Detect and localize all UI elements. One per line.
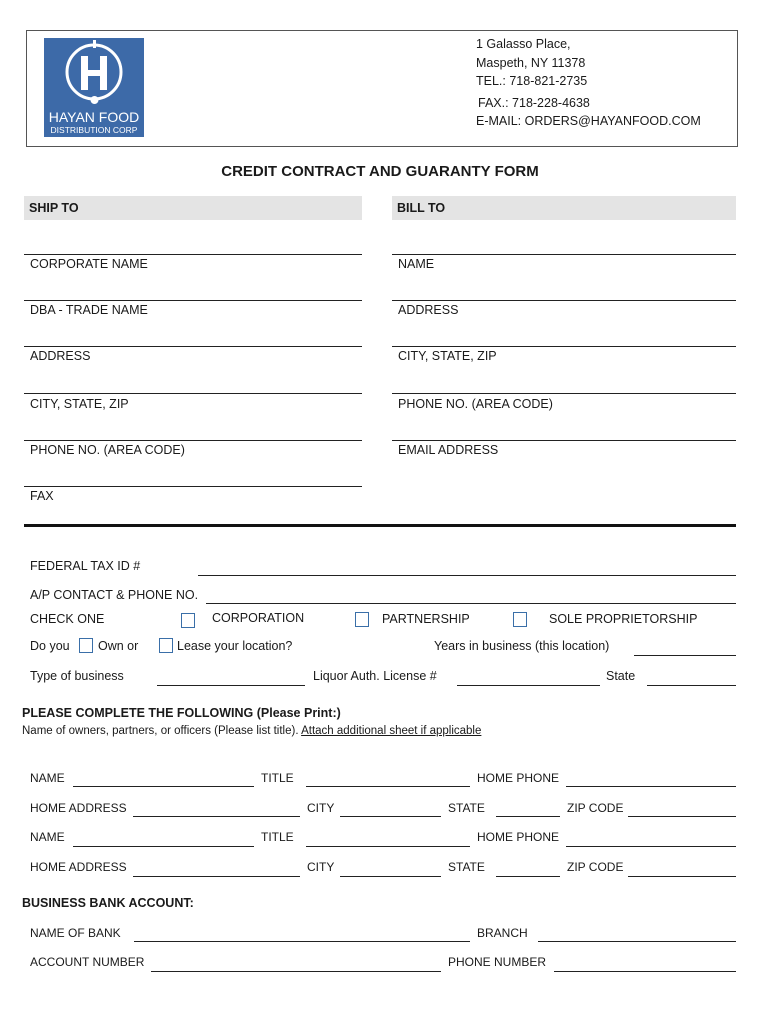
owner2-zip-label: ZIP CODE	[567, 860, 624, 874]
ap-contact-line[interactable]	[206, 603, 736, 604]
section-divider	[24, 524, 736, 527]
bill-city-line[interactable]	[392, 346, 736, 347]
owner2-name-label: NAME	[30, 830, 65, 844]
federal-tax-id-label: FEDERAL TAX ID #	[30, 559, 141, 573]
account-number-line[interactable]	[151, 971, 441, 972]
bill-email-line[interactable]	[392, 440, 736, 441]
owner1-home-phone-line[interactable]	[566, 786, 736, 787]
bill-address-line[interactable]	[392, 300, 736, 301]
owner2-city-line[interactable]	[340, 876, 441, 877]
ship-dba-label: DBA - TRADE NAME	[30, 303, 148, 317]
bill-name-label: NAME	[398, 257, 435, 271]
years-in-business-line[interactable]	[634, 655, 736, 656]
attach-sheet-note: Attach additional sheet if applicable	[301, 725, 482, 737]
bank-phone-line[interactable]	[554, 971, 736, 972]
logo-line2: DISTRIBUTION CORP	[50, 125, 138, 135]
account-number-label: ACCOUNT NUMBER	[30, 955, 145, 969]
owner1-home-phone-label: HOME PHONE	[477, 771, 560, 785]
owner1-city-label: CITY	[307, 801, 335, 815]
lease-label: Lease your location?	[177, 639, 293, 653]
owner1-title-line[interactable]	[306, 786, 470, 787]
owner2-zip-line[interactable]	[628, 876, 736, 877]
liquor-license-label: Liquor Auth. License #	[313, 669, 437, 683]
sole-proprietorship-checkbox[interactable]	[513, 612, 527, 627]
bill-city-label: CITY, STATE, ZIP	[398, 349, 497, 363]
owner1-zip-label: ZIP CODE	[567, 801, 624, 815]
logo-line1: HAYAN FOOD	[48, 109, 140, 125]
ship-address-label: ADDRESS	[30, 349, 91, 363]
ship-dba-line[interactable]	[24, 300, 362, 301]
bank-phone-label: PHONE NUMBER	[448, 955, 547, 969]
owner1-city-line[interactable]	[340, 816, 441, 817]
check-one-label: CHECK ONE	[30, 612, 105, 626]
owner2-home-phone-line[interactable]	[566, 846, 736, 847]
ship-fax-line[interactable]	[24, 486, 362, 487]
owners-subtext: Name of owners, partners, or officers (Please list title). Attach additional sheet if applicable	[22, 725, 482, 737]
liquor-state-line[interactable]	[647, 685, 736, 686]
do-you-label: Do you	[30, 639, 70, 653]
branch-line[interactable]	[538, 941, 736, 942]
bank-name-label: NAME OF BANK	[30, 926, 121, 940]
owner2-title-line[interactable]	[306, 846, 470, 847]
ship-address-line[interactable]	[24, 346, 362, 347]
owner1-title-label: TITLE	[261, 771, 294, 785]
bill-to-header: BILL TO	[392, 196, 736, 220]
owner1-home-address-label: HOME ADDRESS	[30, 801, 127, 815]
corporation-label: CORPORATION	[212, 611, 305, 625]
ship-city-label: CITY, STATE, ZIP	[30, 397, 129, 411]
owner2-state-label: STATE	[448, 860, 485, 874]
partnership-checkbox[interactable]	[355, 612, 369, 627]
liquor-license-line[interactable]	[457, 685, 600, 686]
bill-email-label: EMAIL ADDRESS	[398, 443, 499, 457]
address-line-3: TEL.: 718-821-2735	[476, 74, 588, 88]
type-of-business-label: Type of business	[30, 669, 124, 683]
ap-contact-label: A/P CONTACT & PHONE NO.	[30, 588, 199, 602]
form-title: CREDIT CONTRACT AND GUARANTY FORM	[221, 163, 539, 180]
ship-to-header: SHIP TO	[24, 196, 362, 220]
ship-corporate-name-label: CORPORATE NAME	[30, 257, 148, 271]
owner1-state-label: STATE	[448, 801, 485, 815]
sole-proprietorship-label: SOLE PROPRIETORSHIP	[549, 612, 698, 626]
own-checkbox[interactable]	[79, 638, 93, 653]
branch-label: BRANCH	[477, 926, 528, 940]
ship-city-line[interactable]	[24, 393, 362, 394]
corporation-checkbox[interactable]	[181, 613, 195, 628]
address-line-1: 1 Galasso Place,	[476, 37, 571, 51]
owner1-state-line[interactable]	[496, 816, 560, 817]
ship-fax-label: FAX	[30, 489, 54, 503]
owner1-zip-line[interactable]	[628, 816, 736, 817]
logo-h-icon	[44, 38, 144, 108]
owner2-name-line[interactable]	[73, 846, 254, 847]
years-in-business-label: Years in business (this location)	[434, 639, 610, 653]
bank-heading: BUSINESS BANK ACCOUNT:	[22, 896, 194, 910]
federal-tax-id-line[interactable]	[198, 575, 736, 576]
owner2-title-label: TITLE	[261, 830, 294, 844]
bill-address-label: ADDRESS	[398, 303, 459, 317]
ship-corporate-name-line[interactable]	[24, 254, 362, 255]
bill-phone-line[interactable]	[392, 393, 736, 394]
owner2-home-address-line[interactable]	[133, 876, 300, 877]
owner2-home-address-label: HOME ADDRESS	[30, 860, 127, 874]
company-logo	[44, 38, 144, 137]
address-line-5: E-MAIL: ORDERS@HAYANFOOD.COM	[476, 114, 701, 128]
lease-checkbox[interactable]	[159, 638, 173, 653]
type-of-business-line[interactable]	[157, 685, 305, 686]
ship-phone-line[interactable]	[24, 440, 362, 441]
owner2-city-label: CITY	[307, 860, 335, 874]
owner2-state-line[interactable]	[496, 876, 560, 877]
liquor-state-label: State	[606, 669, 636, 683]
bank-name-line[interactable]	[134, 941, 470, 942]
partnership-label: PARTNERSHIP	[382, 612, 470, 626]
bill-name-line[interactable]	[392, 254, 736, 255]
address-line-4: FAX.: 718-228-4638	[478, 96, 590, 110]
ship-phone-label: PHONE NO. (AREA CODE)	[30, 443, 185, 457]
owner2-home-phone-label: HOME PHONE	[477, 830, 560, 844]
owner1-name-label: NAME	[30, 771, 65, 785]
own-label: Own or	[98, 639, 139, 653]
address-line-2: Maspeth, NY 11378	[476, 56, 586, 70]
owners-heading: PLEASE COMPLETE THE FOLLOWING (Please Print:)	[22, 706, 341, 720]
owner1-home-address-line[interactable]	[133, 816, 300, 817]
owner1-name-line[interactable]	[73, 786, 254, 787]
bill-phone-label: PHONE NO. (AREA CODE)	[398, 397, 553, 411]
